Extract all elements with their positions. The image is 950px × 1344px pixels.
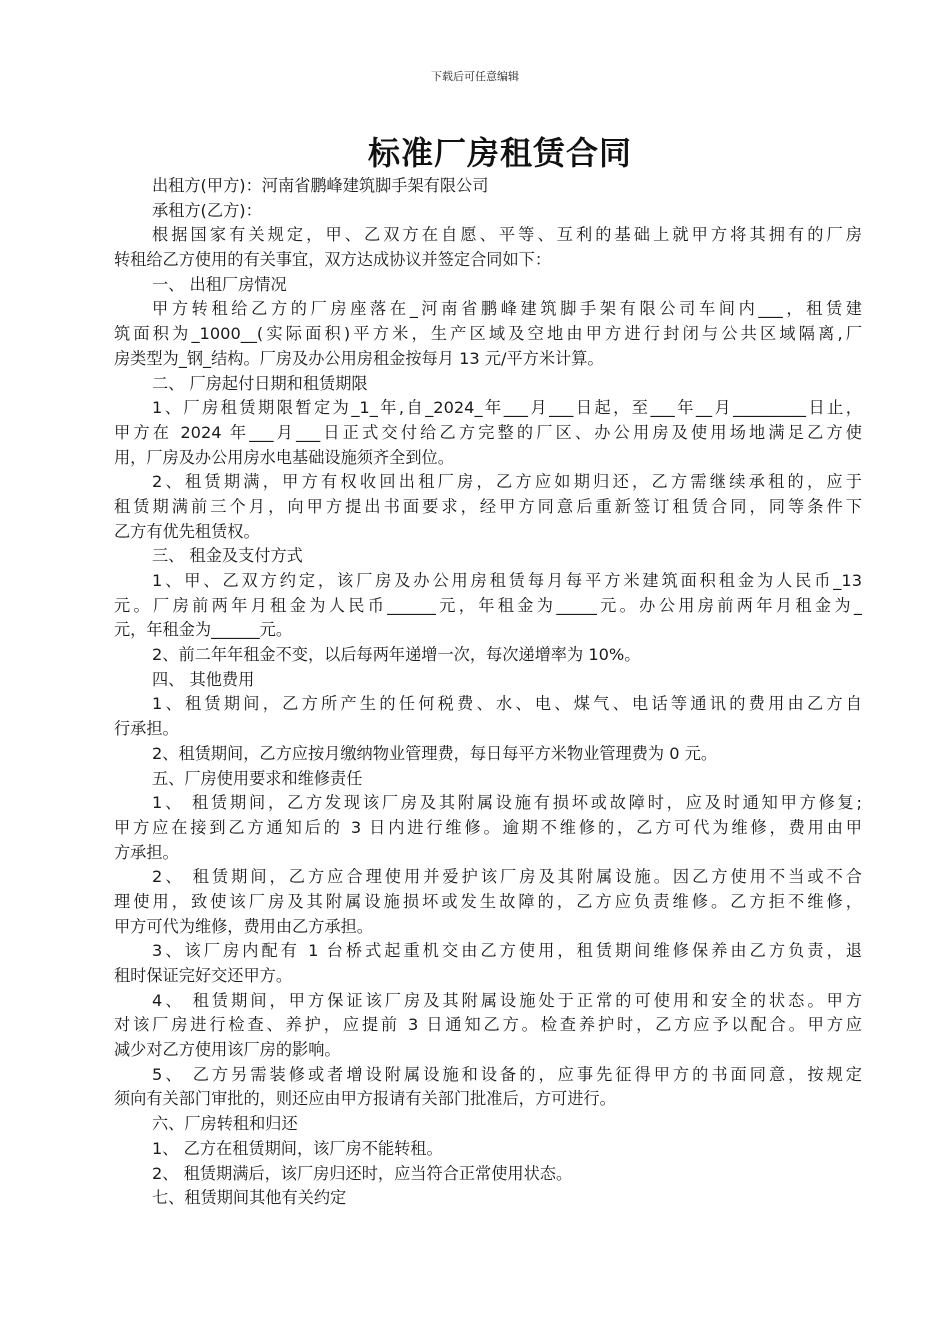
- contract-line: 根据国家有关规定，甲、乙双方在自愿、平等、互利的基础上就甲方将其拥有的厂房: [152, 225, 862, 245]
- contract-line: 2、租赁期满，甲方有权收回出租厂房，乙方应如期归还，乙方需继续承租的，应于: [152, 472, 862, 492]
- contract-line: 承租方(乙方)：: [152, 200, 262, 220]
- contract-line: 五、厂房使用要求和维修责任: [152, 768, 363, 788]
- contract-line: 2、前二年年租金不变，以后每两年递增一次，每次递增率为 10%。: [152, 645, 641, 665]
- contract-line: 出租方(甲方)：河南省鹏峰建筑脚手架有限公司: [152, 176, 489, 195]
- contract-line: 5、 乙方另需装修或者增设附属设施和设备的，应事先征得甲方的书面同意，按规定: [152, 1064, 862, 1084]
- contract-line: 2、租赁期间，乙方应按月缴纳物业管理费，每日每平方米物业管理费为 0 元。: [152, 743, 718, 763]
- contract-line: 四、 其他费用: [152, 669, 255, 689]
- contract-line: 1、 租赁期间，乙方发现该厂房及其附属设施有损坏或故障时，应及时通知甲方修复;: [152, 793, 862, 813]
- contract-line: 一、 出租厂房情况: [152, 274, 287, 294]
- contract-line: 减少对乙方使用该厂房的影响。: [114, 1040, 341, 1060]
- contract-line: 三、 租金及支付方式: [152, 546, 303, 566]
- contract-line: 六、厂房转租和归还: [152, 1114, 298, 1134]
- contract-line: 二、 厂房起付日期和租赁期限: [152, 373, 368, 393]
- contract-line: 转租给乙方使用的有关事宜，双方达成协议并签定合同如下：: [114, 250, 552, 270]
- contract-line: 甲方在 2024 年___月___日正式交付给乙方完整的厂区、办公用房及使用场地满足乙方使: [114, 422, 862, 442]
- contract-line: 甲方转租给乙方的厂房座落在_河南省鹏峰建筑脚手架有限公司车间内___，租赁建: [152, 299, 862, 319]
- contract-line: 3、该厂房内配有 1 台桥式起重机交由乙方使用，租赁期间维修保养由乙方负责，退: [152, 941, 862, 961]
- contract-line: 1、甲、乙双方约定，该厂房及办公用房租赁每月每平方米建筑面积租金为人民币_13: [152, 571, 862, 590]
- contract-line: 1、 乙方在租赁期间，该厂房不能转租。: [152, 1138, 443, 1158]
- contract-line: 筑面积为_1000__(实际面积)平方米，生产区域及空地由甲方进行封闭与公共区域隔离,厂: [114, 324, 862, 344]
- contract-line: 1、厂房租赁期限暂定为_1_年,自_2024_年___月___日起，至___年__月_________日止，: [152, 398, 862, 418]
- contract-line: 租时保证完好交还甲方。: [114, 966, 293, 985]
- contract-line: 七、租赁期间其他有关约定: [152, 1188, 347, 1208]
- header-note: 下载后可任意编辑: [431, 70, 519, 83]
- contract-line: 2、 租赁期间，乙方应合理使用并爱护该厂房及其附属设施。因乙方使用不当或不合: [152, 867, 862, 887]
- contract-line: 2、 租赁期满后，该厂房归还时，应当符合正常使用状态。: [152, 1163, 573, 1183]
- contract-line: 对该厂房进行检查、养护，应提前 3 日通知乙方。检查养护时，乙方应予以配合。甲方应: [114, 1015, 862, 1035]
- contract-line: 4、 租赁期间，甲方保证该厂房及其附属设施处于正常的可使用和安全的状态。甲方: [152, 990, 862, 1010]
- contract-line: 行承担。: [114, 719, 179, 739]
- contract-line: 理使用，致使该厂房及其附属设施损坏或发生故障的，乙方应负责维修。乙方拒不维修，: [114, 891, 862, 911]
- contract-line: 1、租赁期间，乙方所产生的任何税费、水、电、煤气、电话等通讯的费用由乙方自: [152, 694, 862, 714]
- contract-line: 元，年租金为______元。: [114, 620, 293, 640]
- contract-line: 元。厂房前两年月租金为人民币______元，年租金为_____元。办公用房前两年月租金为_: [114, 595, 862, 615]
- contract-line: 用，厂房及办公用房水电基础设施须齐全到位。: [114, 447, 454, 467]
- contract-line: 租赁期满前三个月，向甲方提出书面要求，经甲方同意后重新签订租赁合同，同等条件下: [114, 496, 862, 516]
- contract-line: 甲方应在接到乙方通知后的 3 日内进行维修。逾期不维修的，乙方可代为维修，费用由甲: [114, 817, 862, 837]
- contract-line: 甲方可代为维修，费用由乙方承担。: [114, 916, 373, 936]
- document-title: 标准厂房租赁合同: [367, 134, 632, 172]
- contract-line: 方承担。: [114, 842, 179, 862]
- contract-line: 乙方有优先租赁权。: [114, 521, 260, 541]
- contract-body: [114, 174, 862, 1211]
- contract-line: 须向有关部门审批的，则还应由甲方报请有关部门批准后，方可进行。: [114, 1089, 616, 1109]
- contract-line: 房类型为_钢_结构。厂房及办公用房租金按每月 13 元/平方米计算。: [114, 348, 604, 368]
